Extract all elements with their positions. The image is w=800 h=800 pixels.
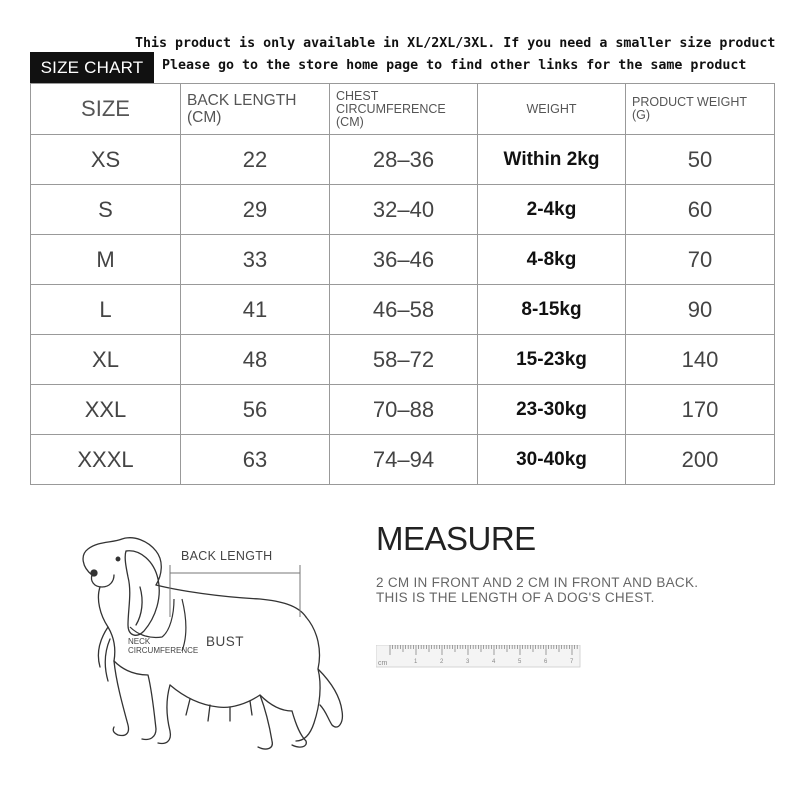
ruler-tick-label: 3	[466, 659, 470, 665]
table-row	[31, 135, 775, 185]
header-product-weight-line-2: (G)	[632, 108, 651, 122]
ruler-tick-label: 2	[440, 659, 444, 665]
ruler-tick-label: 6	[544, 659, 548, 665]
table-row	[31, 335, 775, 385]
table-row	[31, 285, 775, 335]
header-chest-line-3: (CM)	[336, 114, 364, 129]
cell-chest: 32–40	[330, 185, 478, 235]
header-back-length-line-2: (CM)	[187, 109, 222, 126]
cell-weight: 8-15kg	[478, 285, 626, 335]
cell-size: L	[31, 285, 181, 335]
cell-product-weight: 60	[626, 185, 775, 235]
neck-label-line-2: CIRCUMFERENCE	[128, 646, 199, 655]
table-row	[31, 385, 775, 435]
cell-back-length: 22	[181, 135, 330, 185]
table-header-row	[31, 84, 775, 135]
cell-size: XXL	[31, 385, 181, 435]
cell-weight: 23-30kg	[478, 385, 626, 435]
cell-chest: 70–88	[330, 385, 478, 435]
table-row	[31, 235, 775, 285]
header-weight: WEIGHT	[478, 84, 626, 135]
size-chart-label: SIZE CHART	[30, 52, 154, 84]
header-product-weight-line-1: PRODUCT WEIGHT	[632, 95, 748, 109]
cell-size: XXXL	[31, 435, 181, 485]
cell-weight: 15-23kg	[478, 335, 626, 385]
cell-weight: 30-40kg	[478, 435, 626, 485]
cell-back-length: 56	[181, 385, 330, 435]
ruler-icon	[376, 645, 586, 673]
cell-back-length: 41	[181, 285, 330, 335]
measure-title: MEASURE	[376, 520, 536, 557]
cell-size: XS	[31, 135, 181, 185]
cell-product-weight: 70	[626, 235, 775, 285]
ruler-tick-label: 5	[518, 659, 522, 665]
measure-desc-line-2: THIS IS THE LENGTH OF A DOG'S CHEST.	[376, 590, 655, 605]
header-back-length	[181, 84, 330, 135]
table-row	[31, 435, 775, 485]
cell-weight: Within 2kg	[478, 135, 626, 185]
notice-line-1: This product is only available in XL/2XL/3XL. If you need a smaller size product	[135, 36, 776, 51]
header-chest-line-1: CHEST	[336, 88, 379, 103]
size-chart-table	[30, 83, 775, 485]
cell-back-length: 63	[181, 435, 330, 485]
header-chest-line-2: CIRCUMFERENCE	[336, 101, 446, 116]
header-back-length-line-1: BACK LENGTH	[187, 92, 297, 109]
cell-product-weight: 170	[626, 385, 775, 435]
ruler-tick-label: 4	[492, 659, 496, 665]
cell-size: M	[31, 235, 181, 285]
cell-chest: 28–36	[330, 135, 478, 185]
cell-back-length: 29	[181, 185, 330, 235]
cell-chest: 46–58	[330, 285, 478, 335]
cell-product-weight: 140	[626, 335, 775, 385]
table-row	[31, 185, 775, 235]
ruler-unit-label: cm	[378, 660, 388, 667]
cell-chest: 58–72	[330, 335, 478, 385]
neck-label-line-1: NECK	[128, 637, 151, 646]
header-chest-circumference	[330, 84, 478, 135]
bust-label: BUST	[206, 634, 245, 649]
cell-chest: 74–94	[330, 435, 478, 485]
cell-chest: 36–46	[330, 235, 478, 285]
ruler-tick-label: 1	[414, 659, 418, 665]
back-length-label: BACK LENGTH	[181, 549, 273, 563]
measure-description	[376, 575, 698, 605]
cell-weight: 4-8kg	[478, 235, 626, 285]
header-size: SIZE	[31, 84, 181, 135]
cell-product-weight: 200	[626, 435, 775, 485]
measure-desc-line-1: 2 CM IN FRONT AND 2 CM IN FRONT AND BACK.	[376, 575, 699, 590]
ruler-tick-label: 7	[570, 659, 574, 665]
cell-product-weight: 50	[626, 135, 775, 185]
cell-product-weight: 90	[626, 285, 775, 335]
cell-back-length: 48	[181, 335, 330, 385]
header-product-weight	[626, 84, 775, 135]
neck-circumference-label	[128, 637, 198, 655]
cell-size: XL	[31, 335, 181, 385]
notice-line-2: Please go to the store home page to find other links for the same product	[162, 58, 747, 73]
cell-back-length: 33	[181, 235, 330, 285]
cell-weight: 2-4kg	[478, 185, 626, 235]
cell-size: S	[31, 185, 181, 235]
